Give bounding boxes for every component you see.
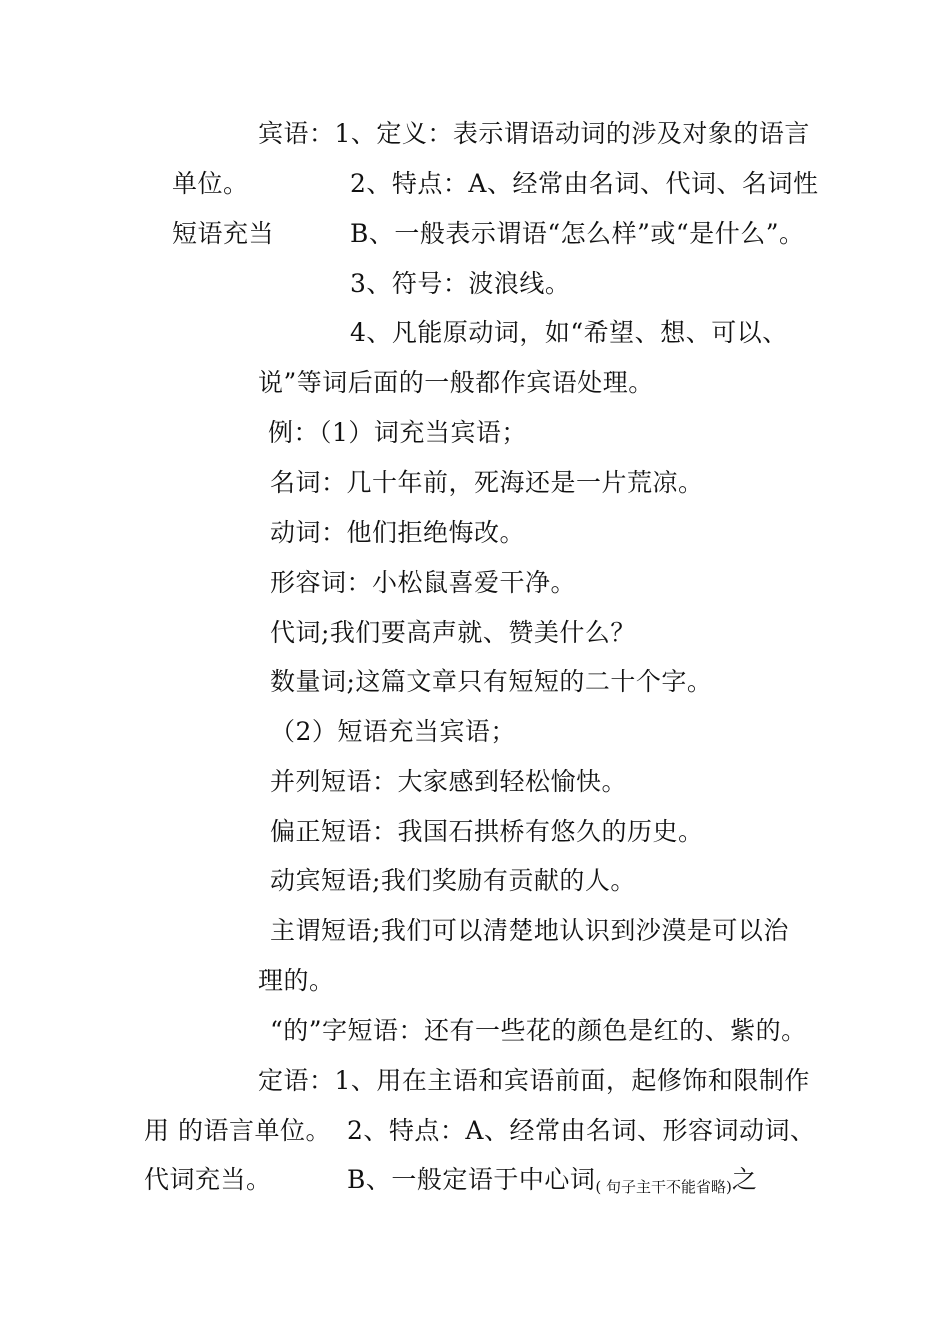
text-line: 例：（1）词充当宾语； xyxy=(268,418,527,447)
text-line: 4、凡能原动词，如“希望、想、可以、 xyxy=(350,318,788,347)
text-line: B、一般表示谓语“怎么样”或“是什么”。 xyxy=(350,219,805,248)
text-line-with-note xyxy=(347,1163,757,1204)
text-line: 2、特点：A、经常由名词、代词、名词性 xyxy=(350,169,819,198)
text-line: 宾语：1、定义：表示谓语动词的涉及对象的语言 xyxy=(258,119,810,148)
text-line: 3、符号：波浪线。 xyxy=(350,269,571,298)
text-line: 2、特点：A、经常由名词、形容词动词、 xyxy=(347,1116,816,1145)
text-line: 名词：几十年前，死海还是一片荒凉。 xyxy=(270,468,704,497)
text-line: 单位。 xyxy=(172,169,249,198)
text-line: 短语充当 xyxy=(172,219,275,248)
text-line: 并列短语：大家感到轻松愉快。 xyxy=(270,767,628,796)
text-line: 主谓短语;我们可以清楚地认识到沙漠是可以治 xyxy=(270,916,789,945)
text-line: 动词：他们拒绝悔改。 xyxy=(270,518,526,547)
text-line: 数量词;这篇文章只有短短的二十个字。 xyxy=(270,667,713,696)
text-line: 偏正短语：我国石拱桥有悠久的历史。 xyxy=(270,817,704,846)
text-line: （2）短语充当宾语； xyxy=(270,717,516,746)
text-line: 动宾短语;我们奖励有贡献的人。 xyxy=(270,866,636,895)
text-fragment: B、一般定语于中心词 xyxy=(347,1165,596,1194)
text-line: 代词;我们要高声就、赞美什么？ xyxy=(270,618,636,647)
text-line: 代词充当。 xyxy=(144,1165,272,1194)
text-line: 用 的语言单位。 xyxy=(144,1116,331,1145)
text-fragment: 之 xyxy=(731,1165,758,1194)
text-line: “的”字短语：还有一些花的颜色是红的、紫的。 xyxy=(270,1016,807,1045)
text-line: 理的。 xyxy=(258,966,335,995)
text-line: 说”等词后面的一般都作宾语处理。 xyxy=(258,368,654,397)
inline-note: ( 句子主干不能省略) xyxy=(595,1178,732,1196)
text-line: 形容词：小松鼠喜爱干净。 xyxy=(270,568,577,597)
text-line: 定语：1、用在主语和宾语前面，起修饰和限制作 xyxy=(258,1066,810,1095)
